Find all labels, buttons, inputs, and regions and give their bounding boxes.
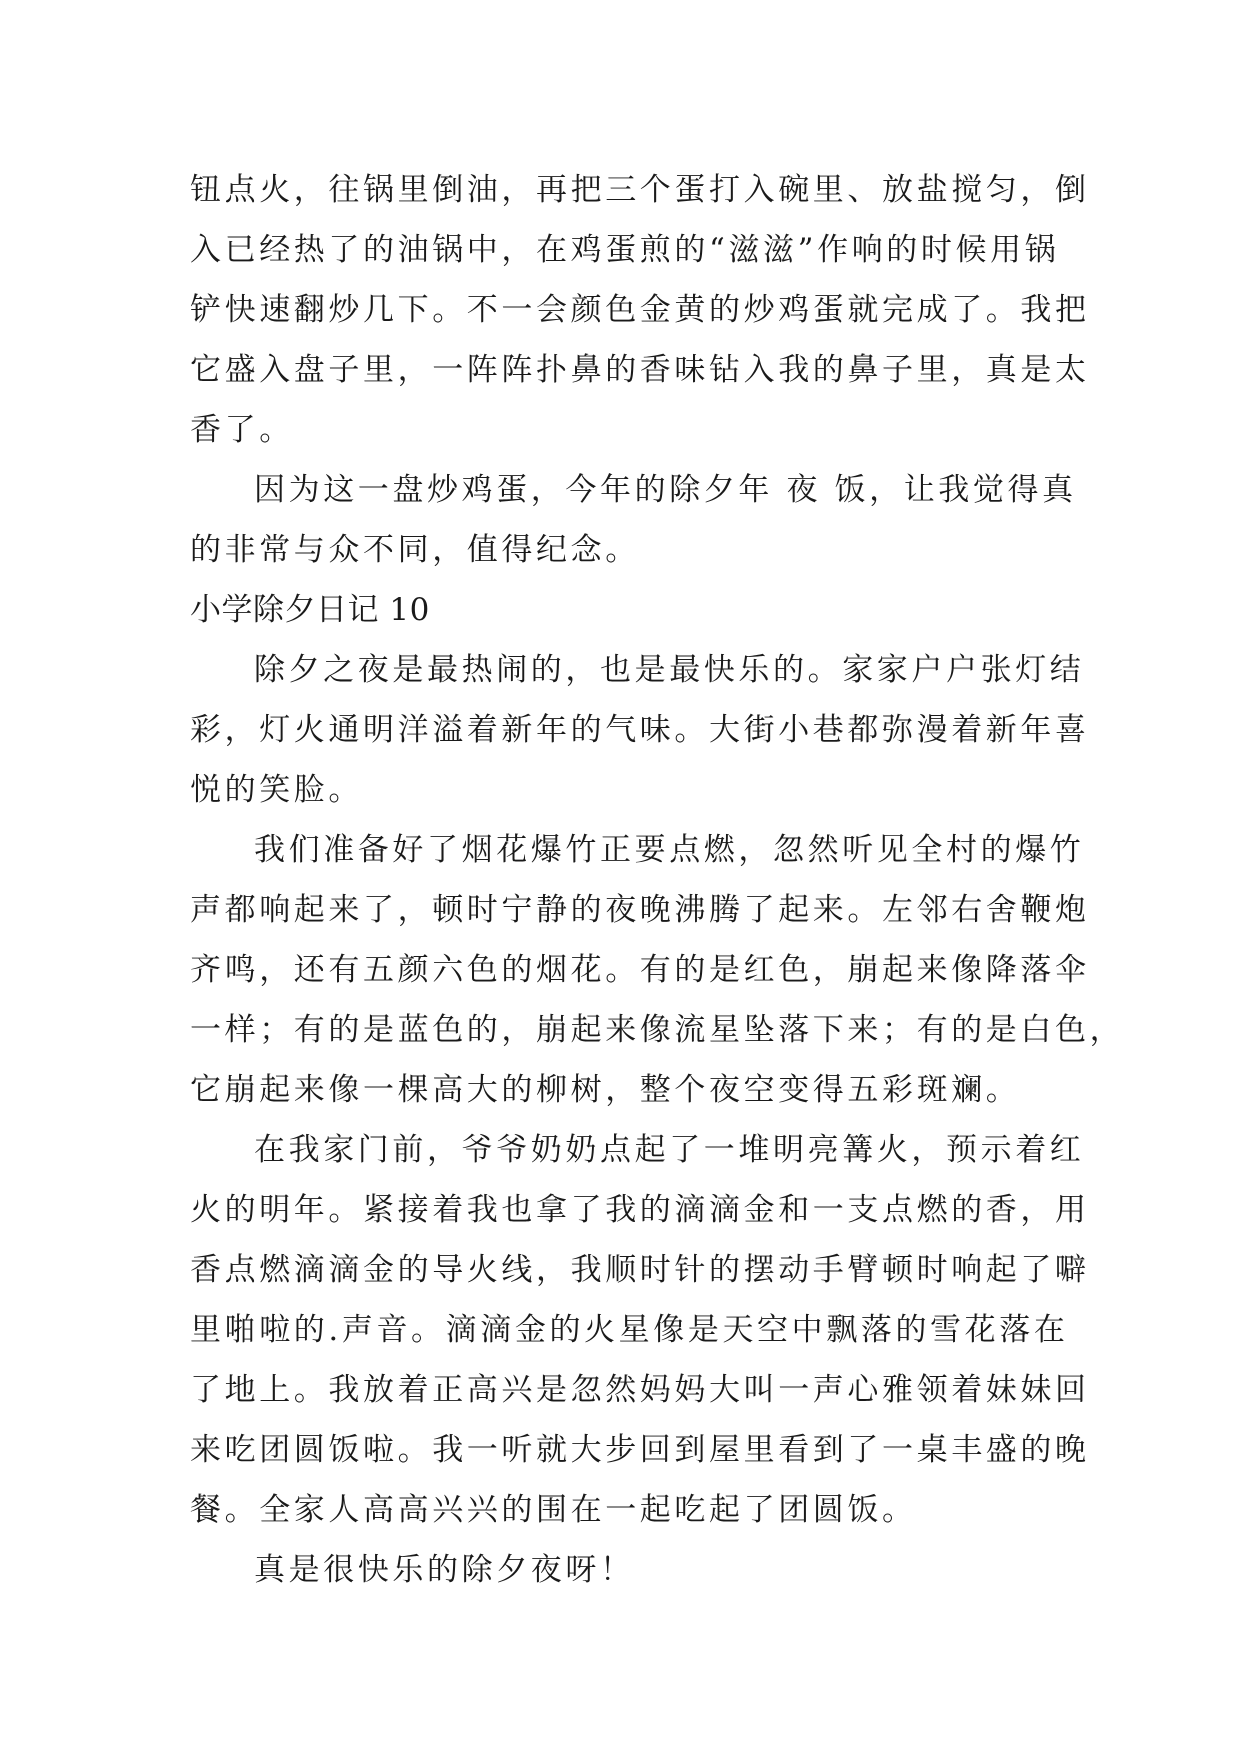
paragraph-line: 一样；有的是蓝色的，崩起来像流星坠落下来；有的是白色，	[190, 1012, 1125, 1048]
paragraph-line: 它盛入盘子里，一阵阵扑鼻的香味钻入我的鼻子里，真是太	[190, 352, 1090, 388]
paragraph-line: 来吃团圆饭啦。我一听就大步回到屋里看到了一桌丰盛的晚	[190, 1432, 1090, 1468]
paragraph-line: 真是很快乐的除夕夜呀！	[254, 1552, 635, 1588]
paragraph-line: 悦的笑脸。	[190, 772, 363, 808]
paragraph-line: 彩，灯火通明洋溢着新年的气味。大街小巷都弥漫着新年喜	[190, 712, 1090, 748]
paragraph-line: 香点燃滴滴金的导火线，我顺时针的摆动手臂顿时响起了噼	[190, 1252, 1090, 1288]
paragraph-line: 入已经热了的油锅中，在鸡蛋煎的“滋滋”作响的时候用锅	[190, 232, 1060, 268]
paragraph-line: 的非常与众不同，值得纪念。	[190, 532, 640, 568]
paragraph-line: 火的明年。紧接着我也拿了我的滴滴金和一支点燃的香，用	[190, 1192, 1090, 1228]
section-heading: 小学除夕日记 10	[190, 592, 430, 628]
paragraph-line: 齐鸣，还有五颜六色的烟花。有的是红色，崩起来像降落伞	[190, 952, 1090, 988]
paragraph-line: 了地上。我放着正高兴是忽然妈妈大叫一声心雅领着妹妹回	[190, 1372, 1090, 1408]
paragraph-line: 我们准备好了烟花爆竹正要点燃，忽然听见全村的爆竹	[254, 832, 1085, 868]
paragraph-line: 钮点火，往锅里倒油，再把三个蛋打入碗里、放盐搅匀，倒	[190, 172, 1090, 208]
paragraph-line: 声都响起来了，顿时宁静的夜晚沸腾了起来。左邻右舍鞭炮	[190, 892, 1090, 928]
paragraph-line: 它崩起来像一棵高大的柳树，整个夜空变得五彩斑斓。	[190, 1072, 1021, 1108]
paragraph-line: 除夕之夜是最热闹的，也是最快乐的。家家户户张灯结	[254, 652, 1085, 688]
paragraph-line: 里啪啦的.声音。滴滴金的火星像是天空中飘落的雪花落在	[190, 1312, 1069, 1348]
paragraph-line: 铲快速翻炒几下。不一会颜色金黄的炒鸡蛋就完成了。我把	[190, 292, 1090, 328]
paragraph-line: 在我家门前，爷爷奶奶点起了一堆明亮篝火，预示着红	[254, 1132, 1085, 1168]
paragraph-line: 因为这一盘炒鸡蛋，今年的除夕年 夜 饭，让我觉得真	[254, 472, 1077, 508]
paragraph-line: 香了。	[190, 412, 294, 448]
paragraph-line: 餐。全家人高高兴兴的围在一起吃起了团圆饭。	[190, 1492, 917, 1528]
